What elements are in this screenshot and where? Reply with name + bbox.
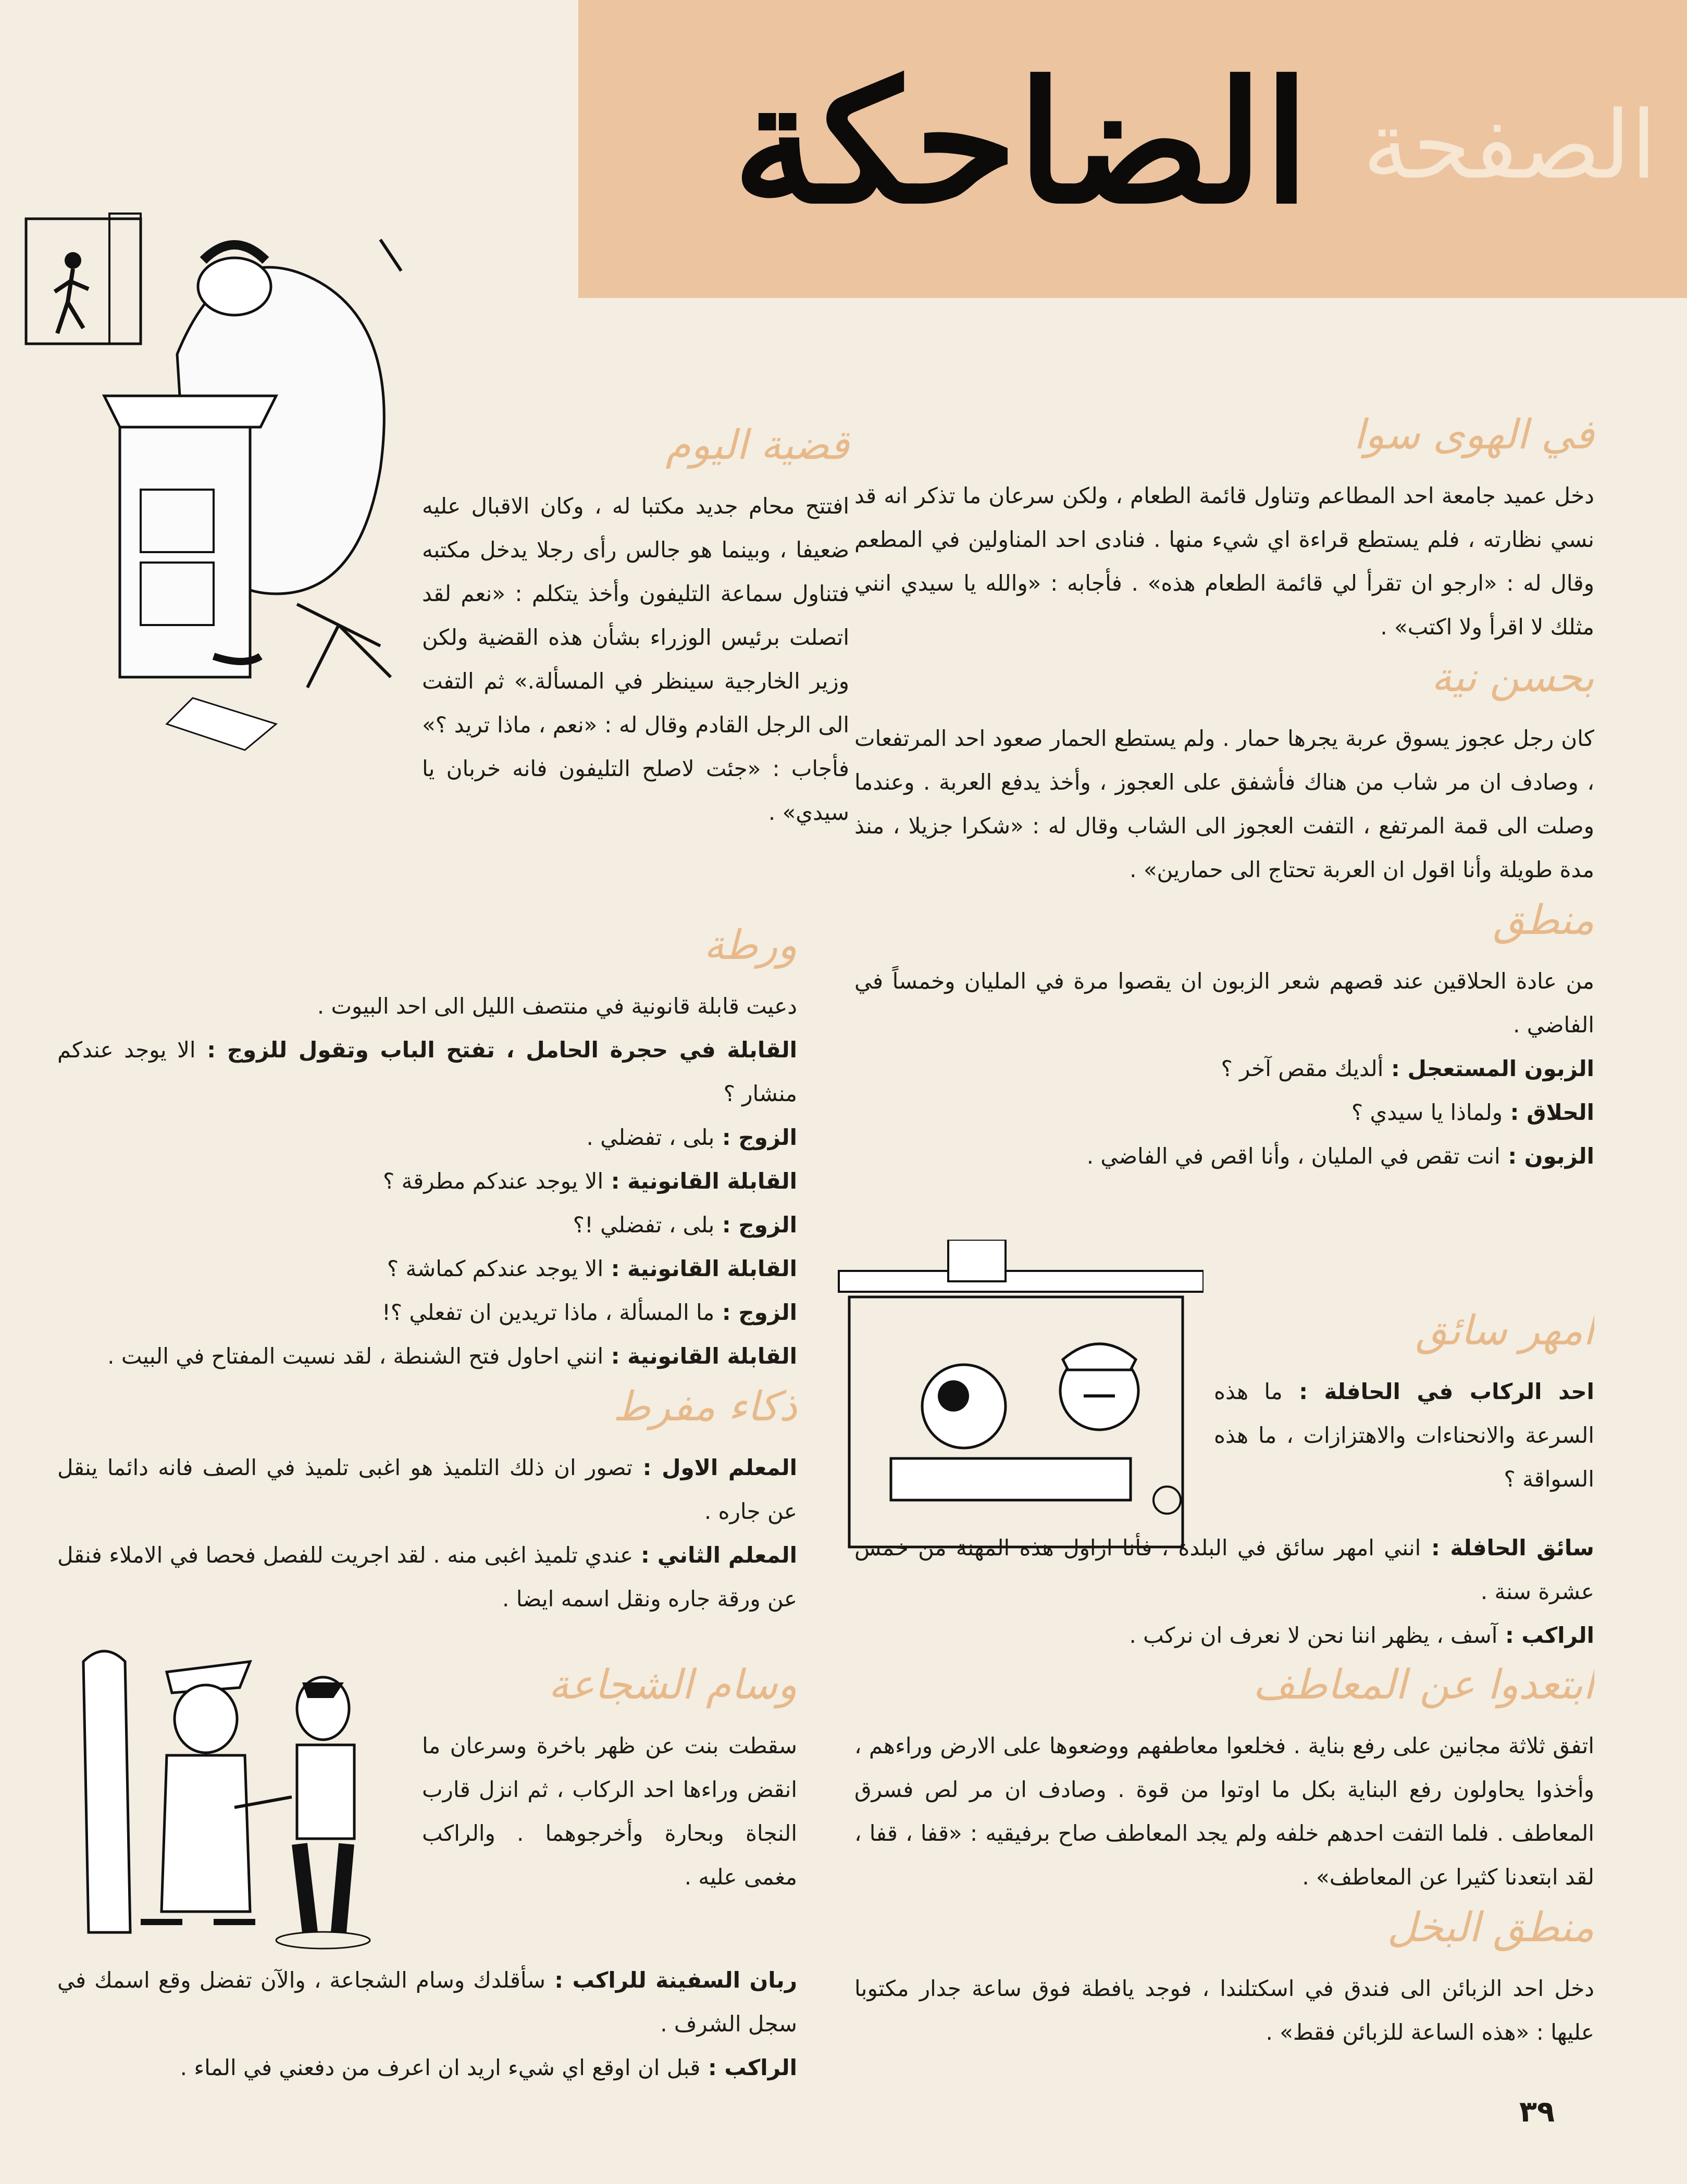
right-column-bottom [854, 1656, 1594, 2054]
right-column-bus [1214, 1302, 1594, 1501]
line-text: انت تقص في المليان ، وأنا اقص في الفاضي . [1086, 1143, 1500, 1169]
section-heading: قضية اليوم [665, 422, 849, 469]
dialogue-line [57, 1116, 797, 1159]
page-number: ٣٩ [1519, 2095, 1555, 2129]
line-text: انني امهر سائق في البلدة ، فأنا ازاول هذه المهنة من خمس عشرة سنة . [854, 1535, 1594, 1604]
dialogue-line [57, 1247, 797, 1291]
line-text: آسف ، يظهر اننا نحن لا نعرف ان نركب . [1129, 1623, 1498, 1648]
story-intro: دعيت قابلة قانونية في منتصف الليل الى احد البيوت . [317, 993, 797, 1019]
dialogue-line [854, 1614, 1594, 1657]
lawyer-phone-illustration [16, 198, 443, 781]
dialogue-line [57, 1159, 797, 1203]
line-text: انني احاول فتح الشنطة ، لقد نسيت المفتاح في البيت . [107, 1343, 604, 1369]
speaker: القابلة القانونية : [603, 1256, 797, 1281]
line-text: ما المسألة ، ماذا تريدين ان تفعلي ؟! [381, 1300, 715, 1325]
line-text: قبل ان اوقع اي شيء اريد ان اعرف من دفعني في الماء . [180, 2055, 701, 2080]
speaker: الراكب : [700, 2055, 797, 2080]
section-heading: في الهوى سوا [1354, 411, 1594, 458]
dialogue-line [57, 1446, 797, 1533]
story-text: دخل احد الزبائن الى فندق في اسكتلندا ، فوجد يافطة فوق ساعة جدار مكتوبا عليها : «هذه الساعة للزبائن فقط» . [854, 1976, 1594, 2045]
story-text: كان رجل عجوز يسوق عربة يجرها حمار . ولم يستطع الحمار صعود احد المرتفعات ، وصادف ان مر شاب من هناك فأشفق على العجوز ، وأخذ يدفع العربة . وعندما وصلت الى قمة المرتفع ، التفت العجوز الى الشاب وقال له : «شكرا جزيلا ، منذ مدة طويلة وأنا اقول ان العربة تحتاج الى حمارين» . [854, 726, 1594, 882]
line-text: تصور ان ذلك التلميذ هو اغبى تلميذ في الصف فانه دائما ينقل عن جاره . [57, 1455, 797, 1524]
section-heading: امهر سائق [1415, 1307, 1594, 1354]
speaker: الراكب : [1497, 1623, 1594, 1648]
section-heading: ذكاء مفرط [613, 1383, 797, 1430]
dialogue [57, 1958, 797, 2090]
speaker: المعلم الثاني : [633, 1542, 797, 1568]
speaker: الزبون المستعجل : [1383, 1056, 1594, 1081]
line-text: ألديك مقص آخر ؟ [1221, 1056, 1384, 1081]
speaker: الزوج : [714, 1125, 797, 1150]
section-heading: بحسن نية [1431, 654, 1594, 701]
line-text: عندي تلميذ اغبى منه . لقد اجريت للفصل فحصا في الاملاء فنقل عن ورقة جاره ونقل اسمه ايضا . [57, 1542, 797, 1612]
story-text: اتفق ثلاثة مجانين على رفع بناية . فخلعوا معاطفهم ووضعوها على الارض وراءهم ، وأخذوا يحاولون رفع البناية بكل ما اوتوا من قوة . وصادف ان مر لص فسرق المعاطف . فلما التفت احدهم خلفه ولم يجد المعاطف صاح برفيقيه : «قفا ، قفا ، لقد ابتعدنا كثيرا عن المعاطف» . [854, 1733, 1594, 1890]
speaker: القابلة في حجرة الحامل ، تفتح الباب وتقول للزوج : [196, 1037, 797, 1063]
line-text: الا يوجد عندكم منشار ؟ [57, 1037, 797, 1106]
captain-passenger-illustration [63, 1641, 417, 1964]
dialogue [1214, 1370, 1594, 1501]
dialogue-line [57, 1533, 797, 1621]
story-text: سقطت بنت عن ظهر باخرة وسرعان ما انقض وراءها احد الركاب ، ثم انزل قارب النجاة وبحارة وأخرجوهما . والراكب مغمى عليه . [422, 1733, 797, 1890]
left-column-top [422, 417, 849, 834]
section-heading: ابتعدوا عن المعاطف [1252, 1662, 1594, 1708]
section-heading: منطق [1493, 897, 1594, 944]
dialogue [854, 1526, 1594, 1657]
masthead-title: الضاحكة [733, 45, 1310, 241]
speaker: الزبون : [1500, 1143, 1594, 1169]
dialogue-line [854, 1526, 1594, 1614]
story-text: افتتح محام جديد مكتبا له ، وكان الاقبال عليه ضعيفا ، وبينما هو جالس رأى رجلا يدخل مكتبه فتناول سماعة التليفون وأخذ يتكلم : «نعم لقد اتصلت برئيس الوزراء بشأن هذه القضية ولكن وزير الخارجية سينظر في المسألة.» ثم التفت الى الرجل القادم وقال له : «نعم ، ماذا تريد ؟» فأجاب : «جئت لاصلح التليفون فانه خربان يا سيدي» . [422, 493, 849, 825]
story-text: دخل عميد جامعة احد المطاعم وتناول قائمة الطعام ، ولكن سرعان ما تذكر انه قد نسي نظارته ، فلم يستطع قراءة اي شيء منها . فنادى احد المناولين في المطعم وقال له : «ارجو ان تقرأ لي قائمة الطعام هذه» . فأجابه : «والله يا سيدي انني مثلك لا اقرأ ولا اكتب» . [854, 483, 1594, 640]
dialogue-line [854, 1091, 1594, 1134]
dialogue-line [1214, 1370, 1594, 1501]
section-heading: وسام الشجاعة [548, 1662, 797, 1708]
left-column-bottom [422, 1656, 797, 1899]
left-column-bottom-dialogue [57, 1958, 797, 2090]
dialogue [854, 1047, 1594, 1178]
line-text: بلى ، تفضلي . [586, 1125, 715, 1150]
dialogue-line [57, 1203, 797, 1247]
speaker: القابلة القانونية : [603, 1168, 797, 1194]
right-column-bus-b [854, 1526, 1594, 1657]
dialogue-line [57, 1958, 797, 2046]
line-text: ولماذا يا سيدي ؟ [1351, 1100, 1503, 1125]
masthead-subtitle: الصفحة [1362, 91, 1657, 200]
line-text: الا يوجد عندكم كماشة ؟ [387, 1256, 604, 1281]
speaker: الزوج : [714, 1300, 797, 1325]
dialogue [57, 1028, 797, 1378]
speaker: القابلة القانونية : [603, 1343, 797, 1369]
speaker: المعلم الاول : [632, 1455, 797, 1480]
right-column [854, 406, 1594, 1178]
section-heading: ورطة [703, 922, 797, 969]
line-text: ما هذه السرعة والانحناءات والاهتزازات ، ما هذه السواقة ؟ [1214, 1379, 1594, 1492]
section-heading: منطق البخل [1387, 1904, 1594, 1951]
story-intro: من عادة الحلاقين عند قصهم شعر الزبون ان يقصوا مرة في المليان وخمساً في الفاضي . [854, 968, 1594, 1038]
dialogue-line [854, 1047, 1594, 1091]
speaker: سائق الحافلة : [1421, 1535, 1594, 1561]
line-text: سأقلدك وسام الشجاعة ، والآن تفضل وقع اسمك في سجل الشرف . [57, 1967, 797, 2037]
speaker: الحلاق : [1503, 1100, 1594, 1125]
dialogue-line [57, 2046, 797, 2090]
speaker: احد الركاب في الحافلة : [1283, 1379, 1594, 1404]
line-text: الا يوجد عندكم مطرقة ؟ [382, 1168, 604, 1194]
left-column-middle [57, 917, 797, 1621]
bus-driver-illustration [828, 1240, 1204, 1563]
dialogue-line [854, 1134, 1594, 1178]
dialogue-line [57, 1334, 797, 1378]
speaker: ربان السفينة للراكب : [545, 1967, 797, 1993]
dialogue-line [57, 1028, 797, 1116]
speaker: الزوج : [714, 1212, 797, 1238]
dialogue [57, 1446, 797, 1621]
dialogue-line [57, 1291, 797, 1334]
line-text: بلى ، تفضلي !؟ [573, 1212, 715, 1238]
